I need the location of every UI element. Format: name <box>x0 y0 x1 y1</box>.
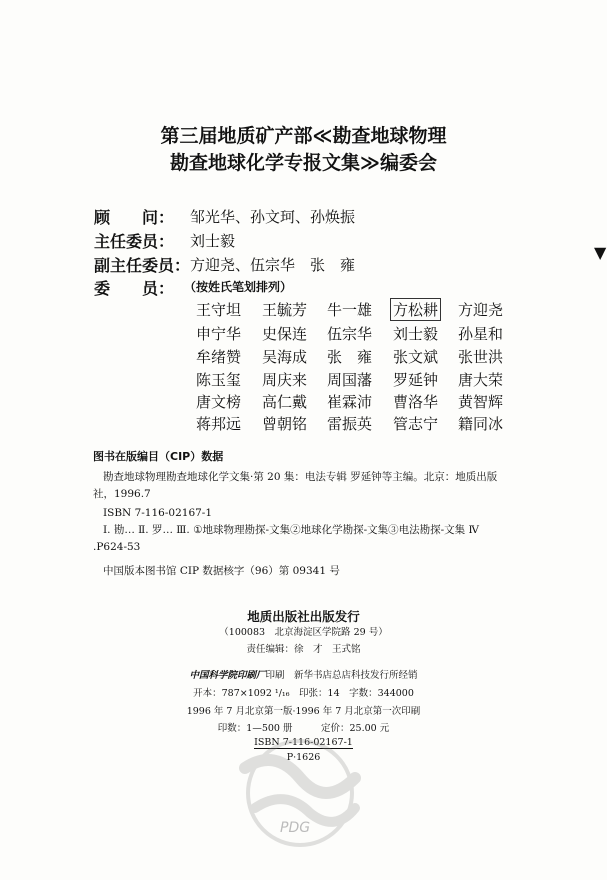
member-name: 管志宁 <box>393 415 439 433</box>
member-name: 刘士毅 <box>393 325 439 343</box>
member-name: 周庆来 <box>262 371 308 389</box>
members-label: 委 员： <box>94 279 175 298</box>
members-note: （按姓氏笔划排列） <box>184 280 293 294</box>
book-title-line2: 勘查地球化学专报文集≫编委会 <box>170 152 437 174</box>
member-name: 伍宗华 <box>327 325 373 343</box>
printer-line <box>0 667 607 681</box>
advisors-names: 邹光华、孙文珂、孙焕振 <box>190 208 356 226</box>
member-name: 张世洪 <box>458 348 504 366</box>
printer-line-tail: 印刷 新华书店总店科技发行所经销 <box>265 670 418 681</box>
member-name: 牛一雄 <box>327 301 373 319</box>
publisher-isbn: ISBN 7-116-02167-1 <box>254 737 353 748</box>
responsible-editor: 责任编辑：徐 才 王式铭 <box>246 644 361 655</box>
member-name: 籍同冰 <box>458 415 504 433</box>
cip-line1: 勘查地球物理勘查地球化学文集·第 20 集：电法专辑 罗延钟等主编。北京：地质出版 <box>103 471 498 483</box>
vice-director-names: 方迎尧、伍宗华 张 雍 <box>190 256 356 274</box>
member-name: 孙星和 <box>458 325 504 343</box>
director-name: 刘士毅 <box>190 232 236 250</box>
member-name: 蒋邦远 <box>196 415 242 433</box>
book-format: 开本：787×1092 ¹/₁₆ 印张：14 字数：344000 <box>193 688 414 699</box>
vice-director-label: 副主任委员： <box>94 256 191 275</box>
member-name: 王毓芳 <box>262 301 308 319</box>
cip-isbn: ISBN 7-116-02167-1 <box>103 507 213 519</box>
member-name: 唐文榜 <box>196 393 242 411</box>
member-name: 唐大荣 <box>458 371 504 389</box>
edition-line: 1996 年 7 月北京第一版·1996 年 7 月北京第一次印刷 <box>186 706 421 717</box>
member-name: 曹洛华 <box>393 393 439 411</box>
printer-brand: 中国科学院印刷厂 <box>189 670 266 681</box>
cip-line2: 社，1996.7 <box>93 488 151 500</box>
member-name-boxed: 方松耕 <box>390 298 441 321</box>
margin-mark: ▼ <box>594 243 607 262</box>
watermark-text: PDG <box>280 820 311 836</box>
member-name: 罗延钟 <box>393 371 439 389</box>
member-name: 牟绪赞 <box>196 348 242 366</box>
cip-classification1: Ⅰ. 勘… Ⅱ. 罗… Ⅲ. ①地球物理勘探-文集②地球化学勘探-文集③电法勘探-文集 Ⅳ <box>103 524 479 536</box>
member-name: 黄智辉 <box>458 393 504 411</box>
book-title-line1: 第三届地质矿产部≪勘查地球物理 <box>160 125 447 147</box>
member-name: 雷振英 <box>327 415 373 433</box>
member-name: 张文斌 <box>393 348 439 366</box>
publisher-code: P·1626 <box>286 752 321 763</box>
member-name: 申宁华 <box>196 325 242 343</box>
member-name: 崔霖沛 <box>327 393 373 411</box>
member-name: 王守坦 <box>196 301 242 319</box>
advisors-label: 顾 问： <box>94 208 175 227</box>
member-name: 曾朝铭 <box>262 415 308 433</box>
member-name: 周国藩 <box>327 371 373 389</box>
member-name: 吴海成 <box>262 348 308 366</box>
director-label: 主任委员： <box>94 232 175 251</box>
member-name: 史保连 <box>262 325 308 343</box>
member-name: 高仁戴 <box>262 393 308 411</box>
member-name: 方迎尧 <box>458 301 504 319</box>
cip-heading: 图书在版编目（CIP）数据 <box>93 450 224 463</box>
cip-record: 中国版本图书馆 CIP 数据核字（96）第 09341 号 <box>103 565 340 577</box>
print-run-price: 印数：1—500 册 定价：25.00 元 <box>217 723 390 734</box>
publisher-name: 地质出版社出版发行 <box>247 609 360 624</box>
publisher-address: （100083 北京海淀区学院路 29 号） <box>219 627 388 638</box>
cip-classification2: .P624-53 <box>93 541 141 553</box>
member-name: 张 雍 <box>327 348 373 366</box>
member-name: 陈玉玺 <box>196 371 242 389</box>
